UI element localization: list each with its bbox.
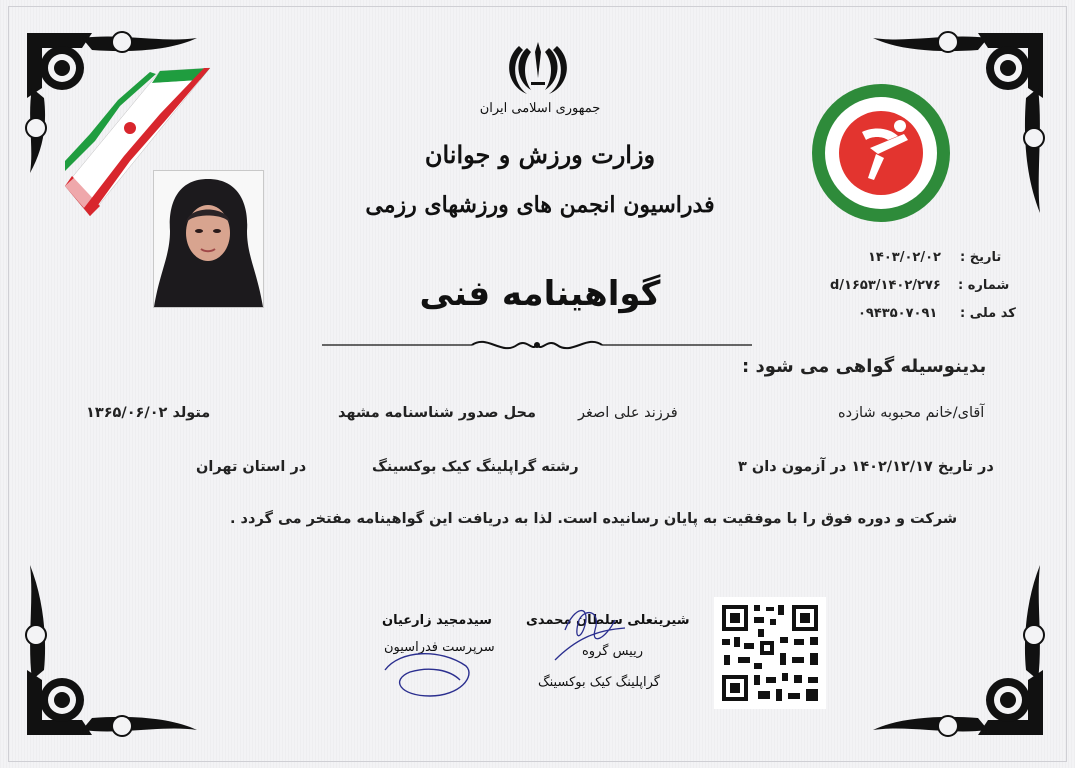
completion-text: شرکت و دوره فوق را با موفقیت به پایان رسانیده است. لذا به دریافت این گواهینامه مفتخر می گردد . <box>230 511 958 527</box>
corner-ornament-bottom-left-icon <box>22 560 202 740</box>
father-name: فرزند علی اصغر <box>578 405 678 421</box>
left-signer-name: سیدمجید زارعیان <box>382 613 492 628</box>
applicant-photo <box>153 170 264 308</box>
corner-ornament-bottom-right-icon <box>868 560 1048 740</box>
date-value: ۱۴۰۳/۰۲/۰۲ <box>868 250 941 265</box>
intro-text: بدینوسیله گواهی می شود : <box>742 356 987 377</box>
right-signer-role: رییس گروه <box>582 644 643 659</box>
birth-date: متولد ۱۳۶۵/۰۶/۰۲ <box>86 405 211 421</box>
date-label: تاریخ : <box>960 250 1002 265</box>
right-signature-icon <box>545 600 635 670</box>
title-divider <box>322 332 752 358</box>
verification-qr-code[interactable] <box>714 597 826 709</box>
field-text: رشته گراپلینگ کیک بوکسینگ <box>372 459 579 475</box>
right-signer-field: گراپلینگ کیک بوکسینگ <box>538 675 660 690</box>
portrait-image <box>154 171 263 307</box>
province-text: در استان تهران <box>196 459 307 475</box>
right-signer-name: شیرینعلی سلطان محمدی <box>526 613 690 628</box>
left-signer-role: سرپرست فدراسیون <box>384 640 495 655</box>
issue-place: محل صدور شناسنامه مشهد <box>338 405 536 421</box>
number-value: ۱۴۰۲/۲۷۶/d/۱۶۵۳ <box>830 278 941 293</box>
certificate-title: گواهینامه فنی <box>419 274 661 314</box>
federation-heading: فدراسیون انجمن های ورزشهای رزمی <box>365 192 715 218</box>
republic-heading: جمهوری اسلامی ایران <box>479 101 601 116</box>
ministry-heading: وزارت ورزش و جوانان <box>424 140 656 169</box>
person-name: آقای/خانم محبوبه شازده <box>838 405 985 421</box>
qr-code-icon <box>714 597 826 709</box>
left-signature-icon <box>380 640 480 702</box>
exam-text: در تاریخ ۱۴۰۲/۱۲/۱۷ در آزمون دان ۳ <box>738 459 994 475</box>
iran-emblem-icon <box>505 38 571 98</box>
national-id-label: کد ملی : <box>960 306 1016 321</box>
federation-logo-icon <box>810 82 952 224</box>
national-id-value: ۰۹۴۳۵۰۷۰۹۱ <box>858 306 938 321</box>
number-label: شماره : <box>958 278 1010 293</box>
